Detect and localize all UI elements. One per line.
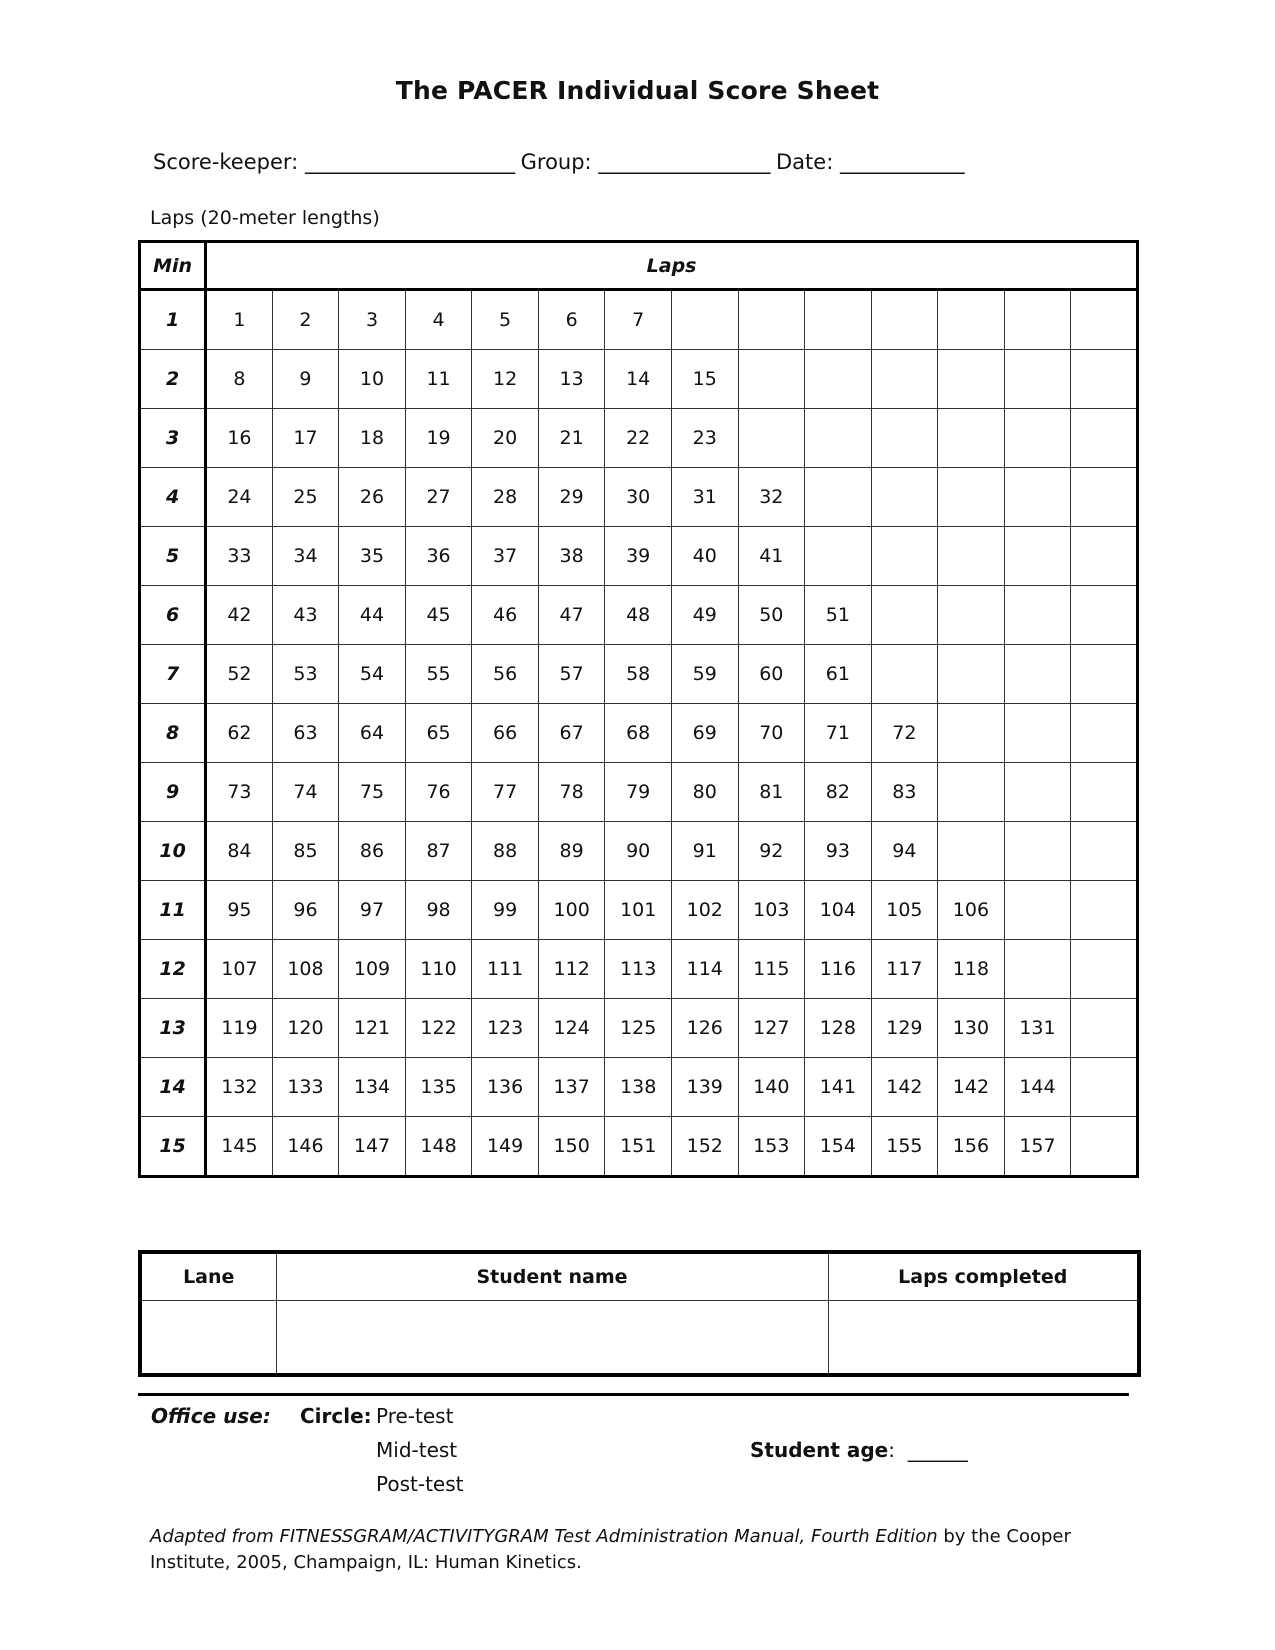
lap-cell[interactable] (938, 645, 1005, 704)
lap-cell[interactable] (938, 350, 1005, 409)
lap-cell[interactable]: 55 (405, 645, 472, 704)
lap-cell[interactable]: 43 (272, 586, 339, 645)
lap-cell[interactable]: 100 (538, 881, 605, 940)
lap-cell[interactable]: 22 (605, 409, 672, 468)
lap-cell[interactable]: 28 (472, 468, 539, 527)
lap-cell[interactable]: 24 (206, 468, 273, 527)
lap-cell[interactable] (1071, 350, 1138, 409)
lap-cell[interactable]: 51 (805, 586, 872, 645)
lap-cell[interactable] (1071, 822, 1138, 881)
lap-cell[interactable]: 145 (206, 1117, 273, 1177)
lap-cell[interactable]: 111 (472, 940, 539, 999)
min-column-header: Min (140, 242, 206, 290)
lap-cell[interactable] (871, 645, 938, 704)
lap-cell[interactable]: 35 (339, 527, 406, 586)
lap-cell[interactable]: 16 (206, 409, 273, 468)
lap-cell[interactable]: 155 (871, 1117, 938, 1177)
lap-cell[interactable]: 109 (339, 940, 406, 999)
laps-completed-entry-cell[interactable] (828, 1301, 1139, 1376)
lap-cell[interactable]: 77 (472, 763, 539, 822)
lap-cell[interactable]: 106 (938, 881, 1005, 940)
score-row (140, 350, 1138, 409)
lap-cell[interactable]: 133 (272, 1058, 339, 1117)
post-test-option[interactable]: Post-test (376, 1472, 464, 1496)
student-entry-row (140, 1301, 1139, 1376)
lap-cell[interactable]: 7 (605, 290, 672, 350)
lap-cell[interactable]: 37 (472, 527, 539, 586)
divider-line (138, 1393, 1129, 1396)
score-table-header (140, 242, 1138, 290)
lap-cell[interactable] (1004, 468, 1071, 527)
lap-cell[interactable]: 91 (671, 822, 738, 881)
lap-cell[interactable]: 73 (206, 763, 273, 822)
lap-cell[interactable]: 108 (272, 940, 339, 999)
lap-cell[interactable]: 61 (805, 645, 872, 704)
lap-cell[interactable]: 137 (538, 1058, 605, 1117)
lap-cell[interactable]: 156 (938, 1117, 1005, 1177)
lap-cell[interactable]: 26 (339, 468, 406, 527)
lap-cell[interactable]: 76 (405, 763, 472, 822)
office-use-label: Office use: (151, 1404, 271, 1428)
minute-cell: 9 (140, 763, 206, 822)
student-table (138, 1250, 1141, 1377)
score-row (140, 763, 1138, 822)
lap-cell[interactable]: 11 (405, 350, 472, 409)
lap-cell[interactable]: 50 (738, 586, 805, 645)
lap-cell[interactable] (938, 468, 1005, 527)
pre-test-option[interactable]: Pre-test (376, 1404, 454, 1428)
lap-cell[interactable]: 95 (206, 881, 273, 940)
score-row (140, 409, 1138, 468)
lap-cell[interactable]: 33 (206, 527, 273, 586)
lap-cell[interactable]: 146 (272, 1117, 339, 1177)
lap-cell[interactable]: 27 (405, 468, 472, 527)
lap-cell[interactable]: 104 (805, 881, 872, 940)
lap-cell[interactable] (1071, 1058, 1138, 1117)
minute-cell: 13 (140, 999, 206, 1058)
lap-cell[interactable]: 32 (738, 468, 805, 527)
lap-cell[interactable]: 45 (405, 586, 472, 645)
lap-cell[interactable]: 105 (871, 881, 938, 940)
minute-cell: 14 (140, 1058, 206, 1117)
lap-cell[interactable]: 139 (671, 1058, 738, 1117)
lap-cell[interactable]: 71 (805, 704, 872, 763)
lap-cell[interactable]: 90 (605, 822, 672, 881)
lap-cell[interactable] (1071, 999, 1138, 1058)
student-age-colon: : (888, 1438, 895, 1462)
lap-cell[interactable]: 84 (206, 822, 273, 881)
lap-cell[interactable]: 154 (805, 1117, 872, 1177)
lap-cell[interactable]: 38 (538, 527, 605, 586)
lap-cell[interactable]: 124 (538, 999, 605, 1058)
lap-cell[interactable] (1071, 940, 1138, 999)
laps-caption: Laps (20-meter lengths) (150, 207, 380, 229)
lap-cell[interactable]: 60 (738, 645, 805, 704)
lap-cell[interactable]: 23 (671, 409, 738, 468)
lap-cell[interactable] (1071, 409, 1138, 468)
minute-cell: 12 (140, 940, 206, 999)
lap-cell[interactable] (1071, 290, 1138, 350)
lap-cell[interactable]: 18 (339, 409, 406, 468)
lap-cell[interactable]: 86 (339, 822, 406, 881)
laps-completed-header: Laps completed (828, 1252, 1139, 1301)
lap-cell[interactable]: 70 (738, 704, 805, 763)
lap-cell[interactable] (1004, 527, 1071, 586)
lap-cell[interactable] (871, 468, 938, 527)
lap-cell[interactable] (1071, 881, 1138, 940)
lap-cell[interactable]: 135 (405, 1058, 472, 1117)
lap-cell[interactable] (871, 350, 938, 409)
lap-cell[interactable] (938, 586, 1005, 645)
lap-cell[interactable]: 120 (272, 999, 339, 1058)
lap-cell[interactable]: 53 (272, 645, 339, 704)
lap-cell[interactable]: 81 (738, 763, 805, 822)
lap-cell[interactable] (1071, 586, 1138, 645)
citation-prefix: Adapted from (150, 1526, 280, 1547)
lap-cell[interactable] (1004, 940, 1071, 999)
lap-cell[interactable]: 25 (272, 468, 339, 527)
scorekeeper-label: Score-keeper: (153, 150, 299, 174)
lap-cell[interactable]: 59 (671, 645, 738, 704)
lap-cell[interactable] (1071, 468, 1138, 527)
lap-cell[interactable]: 67 (538, 704, 605, 763)
lap-cell[interactable]: 15 (671, 350, 738, 409)
lap-cell[interactable] (938, 290, 1005, 350)
lap-cell[interactable]: 3 (339, 290, 406, 350)
score-row (140, 940, 1138, 999)
lap-cell[interactable]: 127 (738, 999, 805, 1058)
lane-entry-cell[interactable] (140, 1301, 276, 1376)
lap-cell[interactable]: 2 (272, 290, 339, 350)
lap-cell[interactable]: 142 (938, 1058, 1005, 1117)
lap-cell[interactable]: 62 (206, 704, 273, 763)
lap-cell[interactable]: 136 (472, 1058, 539, 1117)
lap-cell[interactable]: 117 (871, 940, 938, 999)
lap-cell[interactable] (805, 290, 872, 350)
lap-cell[interactable]: 140 (738, 1058, 805, 1117)
lap-cell[interactable]: 125 (605, 999, 672, 1058)
lap-cell[interactable]: 122 (405, 999, 472, 1058)
citation-source-title: FITNESSGRAM/ACTIVITYGRAM Test Administration Manual, Fourth Edition (279, 1526, 938, 1547)
student-name-entry-cell[interactable] (276, 1301, 828, 1376)
lap-cell[interactable]: 157 (1004, 1117, 1071, 1177)
lap-cell[interactable]: 110 (405, 940, 472, 999)
minute-cell: 4 (140, 468, 206, 527)
lap-cell[interactable] (738, 409, 805, 468)
circle-label: Circle: (300, 1404, 372, 1428)
minute-cell: 11 (140, 881, 206, 940)
score-row (140, 1117, 1138, 1177)
score-row (140, 527, 1138, 586)
lap-cell[interactable]: 30 (605, 468, 672, 527)
laps-column-header: Laps (206, 242, 1138, 290)
lap-cell[interactable]: 126 (671, 999, 738, 1058)
lap-cell[interactable]: 40 (671, 527, 738, 586)
lap-cell[interactable] (805, 350, 872, 409)
minute-cell: 7 (140, 645, 206, 704)
lap-cell[interactable]: 13 (538, 350, 605, 409)
lap-cell[interactable]: 102 (671, 881, 738, 940)
lap-cell[interactable]: 48 (605, 586, 672, 645)
lap-cell[interactable]: 46 (472, 586, 539, 645)
lap-cell[interactable] (938, 763, 1005, 822)
lap-cell[interactable]: 19 (405, 409, 472, 468)
lap-cell[interactable]: 103 (738, 881, 805, 940)
lap-cell[interactable]: 93 (805, 822, 872, 881)
lap-cell[interactable]: 54 (339, 645, 406, 704)
lap-cell[interactable]: 131 (1004, 999, 1071, 1058)
lap-cell[interactable]: 112 (538, 940, 605, 999)
lap-cell[interactable] (738, 290, 805, 350)
score-row (140, 1058, 1138, 1117)
lap-cell[interactable]: 17 (272, 409, 339, 468)
lap-cell[interactable]: 116 (805, 940, 872, 999)
lap-cell[interactable] (1004, 881, 1071, 940)
student-age-field[interactable]: ______ (907, 1438, 968, 1462)
lane-header: Lane (140, 1252, 276, 1301)
student-age (750, 1438, 968, 1462)
score-row (140, 999, 1138, 1058)
lap-cell[interactable]: 121 (339, 999, 406, 1058)
lap-cell[interactable]: 64 (339, 704, 406, 763)
mid-test-option[interactable]: Mid-test (376, 1438, 458, 1462)
lap-cell[interactable]: 114 (671, 940, 738, 999)
lap-cell[interactable]: 8 (206, 350, 273, 409)
lap-cell[interactable]: 144 (1004, 1058, 1071, 1117)
lap-cell[interactable]: 88 (472, 822, 539, 881)
lap-cell[interactable] (1071, 763, 1138, 822)
lap-cell[interactable] (1071, 704, 1138, 763)
lap-cell[interactable]: 123 (472, 999, 539, 1058)
lap-cell[interactable]: 94 (871, 822, 938, 881)
lap-cell[interactable]: 153 (738, 1117, 805, 1177)
lap-cell[interactable]: 75 (339, 763, 406, 822)
lap-cell[interactable]: 82 (805, 763, 872, 822)
score-row (140, 704, 1138, 763)
lap-cell[interactable]: 119 (206, 999, 273, 1058)
lap-cell[interactable] (1004, 704, 1071, 763)
lap-cell[interactable]: 39 (605, 527, 672, 586)
lap-cell[interactable] (1071, 527, 1138, 586)
lap-cell[interactable] (938, 527, 1005, 586)
lap-cell[interactable]: 14 (605, 350, 672, 409)
minute-cell: 6 (140, 586, 206, 645)
lap-cell[interactable] (671, 290, 738, 350)
lap-cell[interactable]: 65 (405, 704, 472, 763)
group-label: Group: (520, 150, 592, 174)
lap-cell[interactable]: 1 (206, 290, 273, 350)
lap-cell[interactable]: 74 (272, 763, 339, 822)
lap-cell[interactable] (1004, 645, 1071, 704)
minute-cell: 2 (140, 350, 206, 409)
lap-cell[interactable]: 69 (671, 704, 738, 763)
group-field[interactable]: __________________ (598, 150, 770, 174)
lap-cell[interactable]: 132 (206, 1058, 273, 1117)
lap-cell[interactable]: 113 (605, 940, 672, 999)
lap-cell[interactable]: 5 (472, 290, 539, 350)
lap-cell[interactable]: 31 (671, 468, 738, 527)
lap-cell[interactable] (938, 704, 1005, 763)
minute-cell: 15 (140, 1117, 206, 1177)
score-row (140, 881, 1138, 940)
lap-cell[interactable]: 57 (538, 645, 605, 704)
lap-cell[interactable]: 142 (871, 1058, 938, 1117)
header-fields (153, 150, 963, 174)
student-table-header (140, 1252, 1139, 1301)
lap-cell[interactable]: 72 (871, 704, 938, 763)
lap-cell[interactable]: 80 (671, 763, 738, 822)
scorekeeper-field[interactable]: ______________________ (304, 150, 514, 174)
lap-cell[interactable]: 63 (272, 704, 339, 763)
lap-cell[interactable] (805, 409, 872, 468)
lap-cell[interactable]: 78 (538, 763, 605, 822)
lap-cell[interactable] (1071, 645, 1138, 704)
lap-cell[interactable] (738, 350, 805, 409)
lap-cell[interactable] (1004, 763, 1071, 822)
date-field[interactable]: _____________ (839, 150, 964, 174)
lap-cell[interactable]: 97 (339, 881, 406, 940)
minute-cell: 5 (140, 527, 206, 586)
student-age-label: Student age (750, 1438, 889, 1462)
score-row (140, 645, 1138, 704)
lap-cell[interactable]: 34 (272, 527, 339, 586)
lap-cell[interactable]: 49 (671, 586, 738, 645)
score-row (140, 290, 1138, 350)
lap-cell[interactable]: 96 (272, 881, 339, 940)
lap-cell[interactable] (871, 586, 938, 645)
lap-cell[interactable]: 29 (538, 468, 605, 527)
lap-cell[interactable]: 56 (472, 645, 539, 704)
lap-cell[interactable]: 152 (671, 1117, 738, 1177)
lap-cell[interactable] (938, 409, 1005, 468)
minute-cell: 1 (140, 290, 206, 350)
lap-cell[interactable]: 129 (871, 999, 938, 1058)
page-title: The PACER Individual Score Sheet (395, 76, 880, 105)
lap-cell[interactable]: 4 (405, 290, 472, 350)
lap-cell[interactable]: 47 (538, 586, 605, 645)
lap-cell[interactable] (1004, 822, 1071, 881)
lap-cell[interactable]: 150 (538, 1117, 605, 1177)
citation-suffix: by the Cooper Institute, 2005, Champaign, IL: Human Kinetics. (150, 1526, 1071, 1573)
lap-cell[interactable]: 148 (405, 1117, 472, 1177)
lap-cell[interactable]: 99 (472, 881, 539, 940)
lap-cell[interactable]: 128 (805, 999, 872, 1058)
lap-cell[interactable]: 6 (538, 290, 605, 350)
lap-cell[interactable]: 52 (206, 645, 273, 704)
lap-cell[interactable]: 107 (206, 940, 273, 999)
lap-cell[interactable]: 115 (738, 940, 805, 999)
lap-cell[interactable]: 21 (538, 409, 605, 468)
lap-cell[interactable]: 141 (805, 1058, 872, 1117)
lap-cell[interactable] (871, 527, 938, 586)
score-table (138, 240, 1139, 1178)
lap-cell[interactable]: 147 (339, 1117, 406, 1177)
lap-cell[interactable]: 41 (738, 527, 805, 586)
lap-cell[interactable]: 79 (605, 763, 672, 822)
minute-cell: 10 (140, 822, 206, 881)
lap-cell[interactable] (871, 290, 938, 350)
lap-cell[interactable]: 87 (405, 822, 472, 881)
lap-cell[interactable]: 12 (472, 350, 539, 409)
lap-cell[interactable]: 20 (472, 409, 539, 468)
lap-cell[interactable] (871, 409, 938, 468)
lap-cell[interactable]: 92 (738, 822, 805, 881)
lap-cell[interactable]: 66 (472, 704, 539, 763)
lap-cell[interactable]: 149 (472, 1117, 539, 1177)
lap-cell[interactable] (1071, 1117, 1138, 1177)
lap-cell[interactable]: 85 (272, 822, 339, 881)
lap-cell[interactable] (1004, 409, 1071, 468)
lap-cell[interactable]: 118 (938, 940, 1005, 999)
lap-cell[interactable]: 83 (871, 763, 938, 822)
lap-cell[interactable]: 9 (272, 350, 339, 409)
lap-cell[interactable]: 98 (405, 881, 472, 940)
lap-cell[interactable] (805, 527, 872, 586)
minute-cell: 8 (140, 704, 206, 763)
lap-cell[interactable]: 58 (605, 645, 672, 704)
score-row (140, 586, 1138, 645)
lap-cell[interactable]: 134 (339, 1058, 406, 1117)
lap-cell[interactable]: 130 (938, 999, 1005, 1058)
lap-cell[interactable]: 36 (405, 527, 472, 586)
citation (150, 1524, 1140, 1576)
lap-cell[interactable]: 68 (605, 704, 672, 763)
score-row (140, 822, 1138, 881)
minute-cell: 3 (140, 409, 206, 468)
lap-cell[interactable] (938, 822, 1005, 881)
lap-cell[interactable]: 138 (605, 1058, 672, 1117)
lap-cell[interactable]: 101 (605, 881, 672, 940)
lap-cell[interactable] (805, 468, 872, 527)
lap-cell[interactable] (1004, 350, 1071, 409)
student-name-header: Student name (276, 1252, 828, 1301)
lap-cell[interactable]: 42 (206, 586, 273, 645)
lap-cell[interactable]: 10 (339, 350, 406, 409)
lap-cell[interactable] (1004, 586, 1071, 645)
lap-cell[interactable]: 44 (339, 586, 406, 645)
lap-cell[interactable]: 89 (538, 822, 605, 881)
lap-cell[interactable] (1004, 290, 1071, 350)
date-label: Date: (776, 150, 834, 174)
lap-cell[interactable]: 151 (605, 1117, 672, 1177)
score-row (140, 468, 1138, 527)
